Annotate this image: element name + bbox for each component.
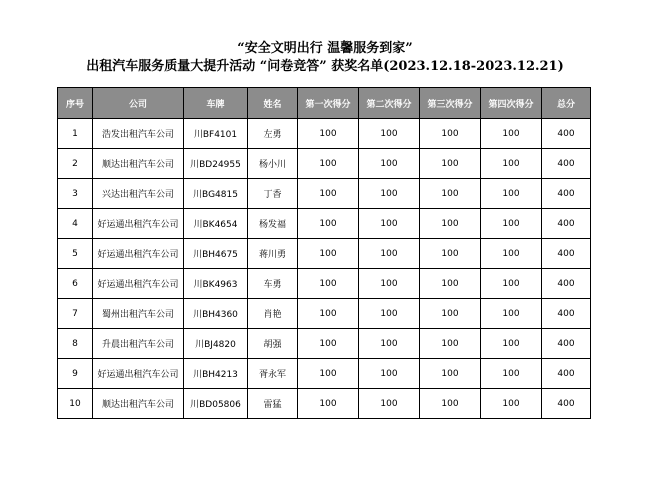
header-total: 总分 <box>542 88 591 119</box>
cell-name: 蒋川勇 <box>248 239 298 269</box>
cell-index: 7 <box>58 299 93 329</box>
cell-score-1: 100 <box>298 239 359 269</box>
header-company: 公司 <box>93 88 184 119</box>
cell-plate: 川BF4101 <box>184 119 248 149</box>
cell-score-3: 100 <box>420 269 481 299</box>
cell-name: 胥永军 <box>248 359 298 389</box>
cell-name: 车勇 <box>248 269 298 299</box>
header-score-3: 第三次得分 <box>420 88 481 119</box>
header-score-1: 第一次得分 <box>298 88 359 119</box>
cell-company: 顺达出租汽车公司 <box>93 389 184 419</box>
cell-total: 400 <box>542 329 591 359</box>
cell-index: 1 <box>58 119 93 149</box>
cell-plate: 川BG4815 <box>184 179 248 209</box>
cell-company: 蜀州出租汽车公司 <box>93 299 184 329</box>
cell-score-2: 100 <box>359 329 420 359</box>
cell-score-1: 100 <box>298 389 359 419</box>
cell-score-4: 100 <box>481 119 542 149</box>
document-title: “安全文明出行 温馨服务到家” <box>237 41 413 56</box>
cell-score-3: 100 <box>420 329 481 359</box>
cell-name: 胡强 <box>248 329 298 359</box>
cell-score-1: 100 <box>298 119 359 149</box>
cell-plate: 川BK4654 <box>184 209 248 239</box>
cell-score-3: 100 <box>420 179 481 209</box>
cell-company: 好运通出租汽车公司 <box>93 239 184 269</box>
header-index: 序号 <box>58 88 93 119</box>
cell-plate: 川BD24955 <box>184 149 248 179</box>
cell-score-2: 100 <box>359 119 420 149</box>
cell-index: 3 <box>58 179 93 209</box>
cell-company: 好运通出租汽车公司 <box>93 209 184 239</box>
cell-plate: 川BJ4820 <box>184 329 248 359</box>
cell-score-2: 100 <box>359 299 420 329</box>
cell-score-4: 100 <box>481 359 542 389</box>
cell-score-4: 100 <box>481 149 542 179</box>
header-score-4: 第四次得分 <box>481 88 542 119</box>
cell-company: 好运通出租汽车公司 <box>93 269 184 299</box>
cell-name: 丁香 <box>248 179 298 209</box>
cell-score-2: 100 <box>359 359 420 389</box>
table-row <box>58 329 591 359</box>
cell-score-3: 100 <box>420 389 481 419</box>
cell-company: 浩发出租汽车公司 <box>93 119 184 149</box>
table-row <box>58 359 591 389</box>
cell-score-3: 100 <box>420 359 481 389</box>
cell-score-3: 100 <box>420 119 481 149</box>
cell-score-1: 100 <box>298 149 359 179</box>
cell-total: 400 <box>542 269 591 299</box>
table-body <box>58 119 591 419</box>
cell-index: 4 <box>58 209 93 239</box>
cell-index: 10 <box>58 389 93 419</box>
table-row <box>58 299 591 329</box>
table-row <box>58 239 591 269</box>
table-row <box>58 119 591 149</box>
table-row <box>58 269 591 299</box>
cell-total: 400 <box>542 119 591 149</box>
cell-index: 5 <box>58 239 93 269</box>
cell-score-2: 100 <box>359 209 420 239</box>
cell-name: 肖艳 <box>248 299 298 329</box>
cell-company: 兴达出租汽车公司 <box>93 179 184 209</box>
cell-total: 400 <box>542 179 591 209</box>
header-plate: 车牌 <box>184 88 248 119</box>
table-row <box>58 389 591 419</box>
cell-score-1: 100 <box>298 299 359 329</box>
cell-index: 6 <box>58 269 93 299</box>
cell-company: 升晨出租汽车公司 <box>93 329 184 359</box>
cell-plate: 川BD05806 <box>184 389 248 419</box>
cell-name: 雷猛 <box>248 389 298 419</box>
cell-score-3: 100 <box>420 209 481 239</box>
cell-score-4: 100 <box>481 209 542 239</box>
header-score-2: 第二次得分 <box>359 88 420 119</box>
cell-name: 杨发福 <box>248 209 298 239</box>
cell-company: 好运通出租汽车公司 <box>93 359 184 389</box>
cell-score-4: 100 <box>481 299 542 329</box>
cell-score-1: 100 <box>298 359 359 389</box>
cell-plate: 川BH4213 <box>184 359 248 389</box>
table-row <box>58 209 591 239</box>
cell-plate: 川BH4360 <box>184 299 248 329</box>
cell-score-2: 100 <box>359 239 420 269</box>
document-subtitle: 出租汽车服务质量大提升活动 “问卷竞答” 获奖名单(2023.12.18-2023.12.21) <box>86 59 564 74</box>
cell-total: 400 <box>542 149 591 179</box>
cell-plate: 川BH4675 <box>184 239 248 269</box>
cell-company: 顺达出租汽车公司 <box>93 149 184 179</box>
cell-total: 400 <box>542 239 591 269</box>
cell-score-4: 100 <box>481 329 542 359</box>
cell-name: 杨小川 <box>248 149 298 179</box>
cell-score-4: 100 <box>481 179 542 209</box>
cell-plate: 川BK4963 <box>184 269 248 299</box>
cell-score-2: 100 <box>359 179 420 209</box>
cell-total: 400 <box>542 299 591 329</box>
table-header-row <box>58 88 591 119</box>
cell-score-1: 100 <box>298 269 359 299</box>
header-name: 姓名 <box>248 88 298 119</box>
cell-score-3: 100 <box>420 299 481 329</box>
cell-score-2: 100 <box>359 389 420 419</box>
cell-score-4: 100 <box>481 269 542 299</box>
cell-score-4: 100 <box>481 389 542 419</box>
cell-index: 9 <box>58 359 93 389</box>
cell-score-1: 100 <box>298 329 359 359</box>
cell-score-4: 100 <box>481 239 542 269</box>
cell-score-1: 100 <box>298 179 359 209</box>
cell-index: 2 <box>58 149 93 179</box>
cell-total: 400 <box>542 209 591 239</box>
table-row <box>58 179 591 209</box>
cell-score-3: 100 <box>420 149 481 179</box>
cell-score-3: 100 <box>420 239 481 269</box>
cell-total: 400 <box>542 359 591 389</box>
cell-score-2: 100 <box>359 149 420 179</box>
cell-total: 400 <box>542 389 591 419</box>
table-row <box>58 149 591 179</box>
award-table <box>57 87 591 419</box>
cell-name: 左勇 <box>248 119 298 149</box>
cell-score-2: 100 <box>359 269 420 299</box>
cell-score-1: 100 <box>298 209 359 239</box>
cell-index: 8 <box>58 329 93 359</box>
